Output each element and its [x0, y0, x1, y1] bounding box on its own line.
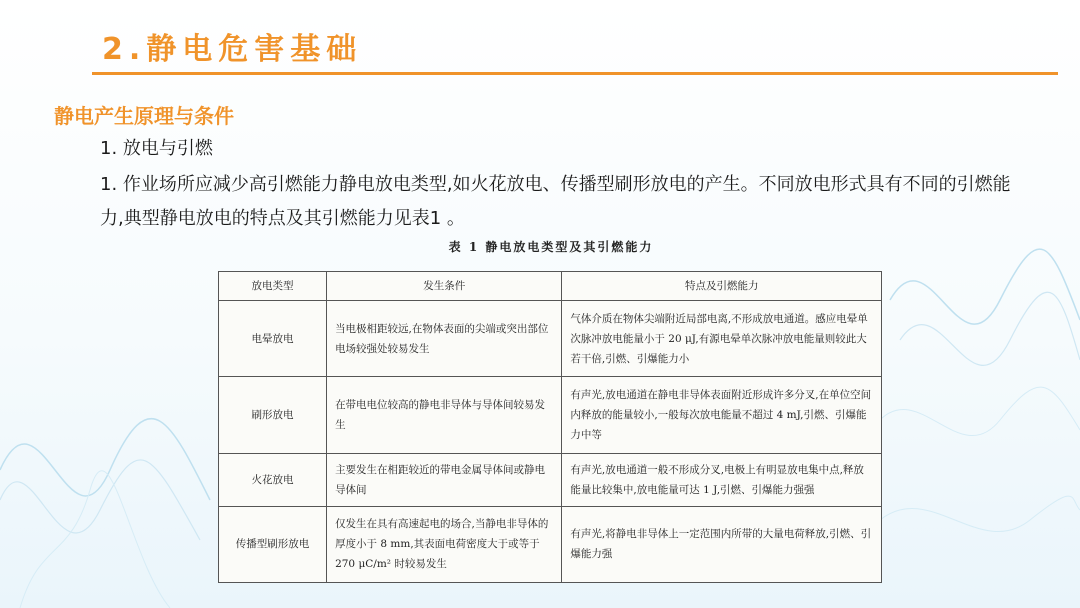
discharge-type-cell: 刷形放电	[219, 377, 327, 453]
slide-title: 2.静电危害基础	[102, 32, 363, 67]
body-paragraph: 1. 作业场所应减少高引燃能力静电放电类型,如火花放电、传播型刷形放电的产生。不同放电形式具有不同的引燃能力,典型静电放电的特点及其引燃能力见表1 。	[100, 174, 1011, 229]
title-divider	[92, 72, 1058, 75]
discharge-type-cell: 火花放电	[219, 453, 327, 506]
discharge-table	[218, 271, 882, 583]
column-header: 放电类型	[219, 272, 327, 301]
discharge-type-cell: 电晕放电	[219, 301, 327, 377]
feature-cell: 有声光,将静电非导体上一定范围内所带的大量电荷释放,引燃、引爆能力强	[562, 506, 882, 582]
discharge-table-container	[218, 271, 882, 583]
table-caption: 表 1 静电放电类型及其引燃能力	[448, 240, 654, 254]
condition-cell: 主要发生在相距较近的带电金属导体间或静电导体间	[327, 453, 562, 506]
table-row	[219, 301, 882, 377]
table-row	[219, 377, 882, 453]
sub-heading: 1. 放电与引燃	[100, 138, 213, 159]
discharge-type-cell: 传播型刷形放电	[219, 506, 327, 582]
condition-cell: 当电极相距较远,在物体表面的尖端或突出部位电场较强处较易发生	[327, 301, 562, 377]
section-heading: 静电产生原理与条件	[54, 104, 234, 128]
column-header: 发生条件	[327, 272, 562, 301]
table-header-row	[219, 272, 882, 301]
feature-cell: 有声光,放电通道在静电非导体表面附近形成许多分叉,在单位空间内释放的能量较小,一般每次放电能量不超过 4 mJ,引燃、引爆能力中等	[562, 377, 882, 453]
condition-cell: 仅发生在具有高速起电的场合,当静电非导体的厚度小于 8 mm,其表面电荷密度大于或等于 270 μC/m² 时较易发生	[327, 506, 562, 582]
table-row	[219, 506, 882, 582]
table-row	[219, 453, 882, 506]
column-header: 特点及引燃能力	[562, 272, 882, 301]
condition-cell: 在带电电位较高的静电非导体与导体间较易发生	[327, 377, 562, 453]
feature-cell: 气体介质在物体尖端附近局部电离,不形成放电通道。感应电晕单次脉冲放电能量小于 20 μJ,有源电晕单次脉冲放电能量则较此大若干倍,引燃、引爆能力小	[562, 301, 882, 377]
feature-cell: 有声光,放电通道一般不形成分叉,电极上有明显放电集中点,释放能量比较集中,放电能量可达 1 J,引燃、引爆能力强强	[562, 453, 882, 506]
